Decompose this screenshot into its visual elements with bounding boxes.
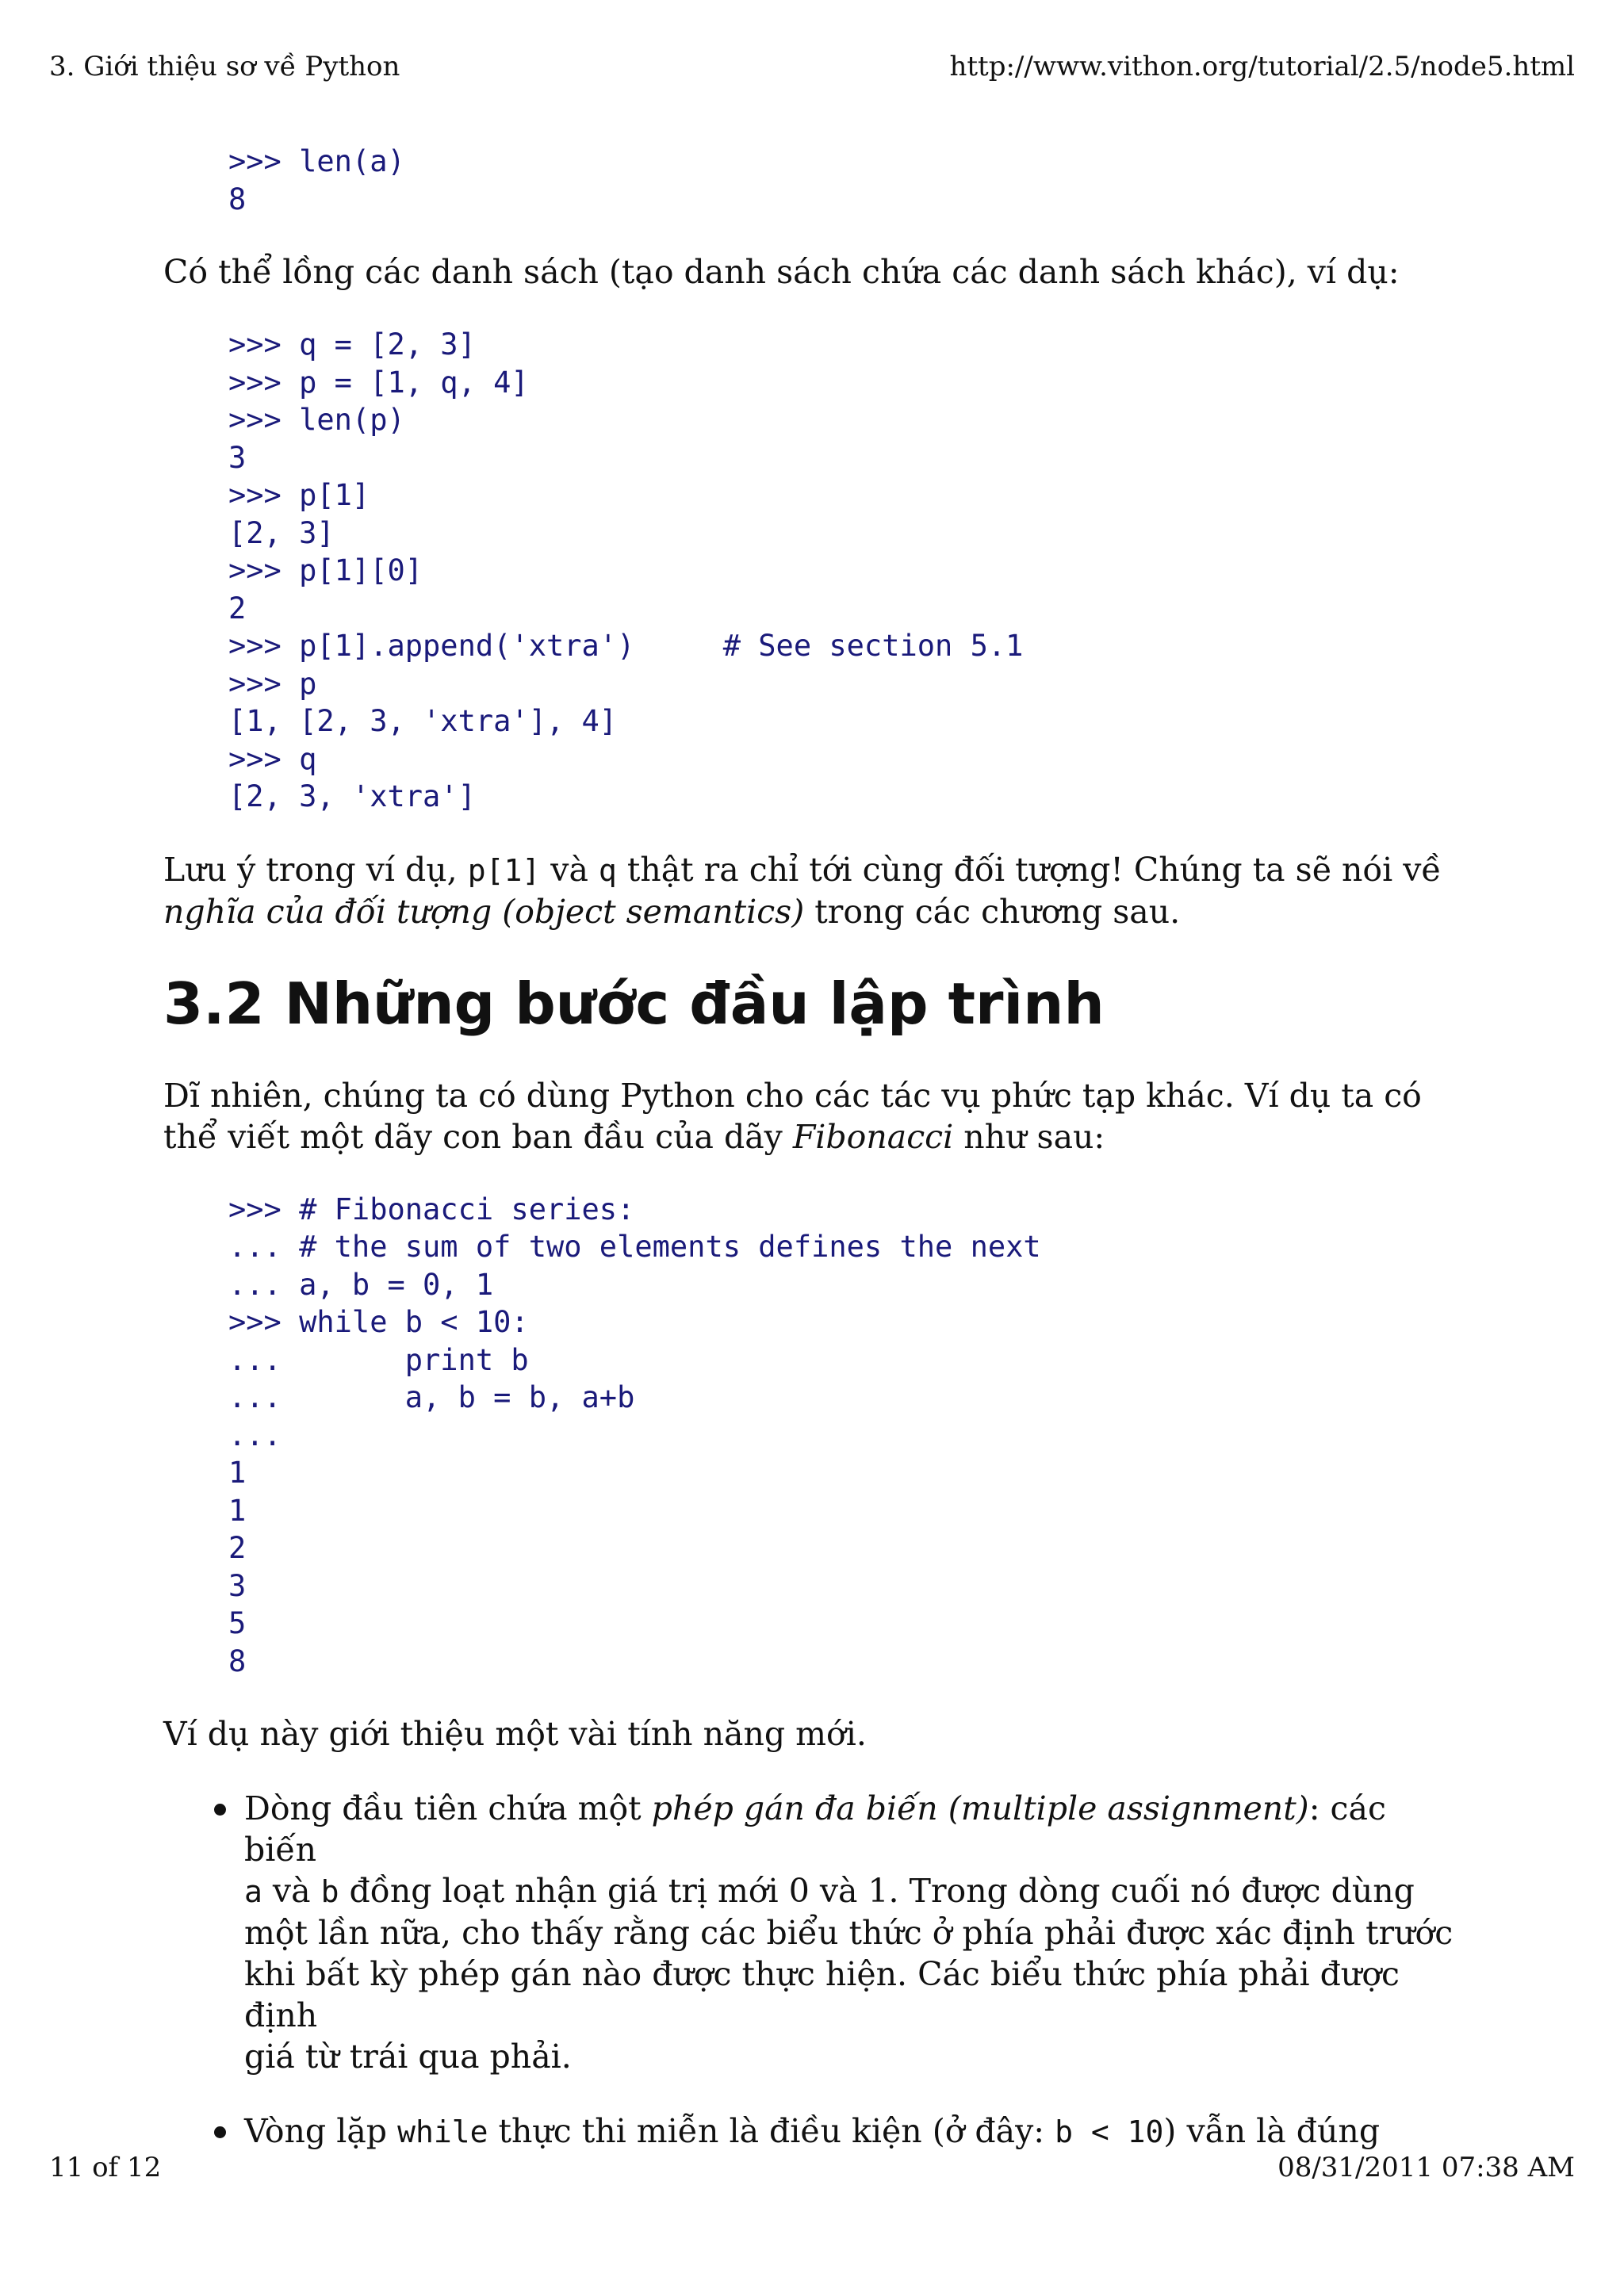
text-run: : các biến (244, 1789, 1386, 1869)
text-run: Vòng lặp (244, 2112, 398, 2150)
list-item-multiple-assignment (163, 1788, 1464, 2077)
paragraph-object-note (163, 849, 1464, 932)
section-heading: 3.2 Những bước đầu lập trình (163, 970, 1105, 1037)
list-item-while-loop (163, 2110, 1464, 2152)
bullet-icon (214, 1804, 226, 1816)
text-run: Dĩ nhiên, chúng ta có dùng Python cho các tác vụ phức tạp khác. Ví dụ ta có (163, 1076, 1422, 1115)
inline-code-while: while (397, 2114, 488, 2149)
text-run: và (262, 1872, 321, 1910)
text-run: thật ra chỉ tới cùng đối tượng! Chúng ta sẽ nói về (616, 850, 1442, 889)
text-run: ) vẫn là đúng (1163, 2112, 1381, 2150)
bullet-icon (214, 2126, 226, 2138)
text-run: khi bất kỳ phép gán nào được thực hiện. Các biểu thức phía phải được định (244, 1955, 1400, 2034)
text-run: như sau: (953, 1117, 1105, 1156)
inline-code-q: q (598, 852, 617, 888)
paragraph-fibonacci-intro (163, 1075, 1464, 1158)
text-run: Lưu ý trong ví dụ, (163, 850, 468, 889)
print-header-title: 3. Giới thiệu sơ về Python (49, 51, 400, 82)
paragraph-nested-lists: Có thể lồng các danh sách (tạo danh sách chứa các danh sách khác), ví dụ: (163, 253, 1400, 291)
code-block-len: >>> len(a) 8 (228, 144, 405, 216)
inline-code-p1: p[1] (467, 852, 541, 888)
print-header-url: http://www.vithon.org/tutorial/2.5/node5.html (949, 51, 1575, 82)
page-content (163, 143, 1464, 2152)
code-block-nested-lists: >>> q = [2, 3] >>> p = [1, q, 4] >>> len(p) 3 >>> p[1] [2, 3] >>> p[1][0] 2 >>> p[1].append('xtra') # See section 5.1 >>> p [1, [2, 3, 'xtra'], 4] >>> q [2, 3, 'xtra'] (228, 327, 1024, 813)
text-run: thực thi miễn là điều kiện (ở đây: (488, 2112, 1055, 2150)
print-footer-page-count: 11 of 12 (49, 2152, 162, 2183)
text-run: giá từ trái qua phải. (244, 2038, 572, 2076)
list-item-text (244, 2110, 1464, 2152)
print-footer-timestamp: 08/31/2011 07:38 AM (1277, 2152, 1575, 2183)
emphasis-object-semantics: nghĩa của đối tượng (object semantics) (163, 892, 805, 931)
text-run: trong các chương sau. (804, 892, 1181, 931)
code-block-fibonacci: >>> # Fibonacci series: ... # the sum of two elements defines the next ... a, b = 0, 1 >>> while b < 10: ... print b ... a, b = b, a+b ... 1 1 2 3 5 8 (228, 1192, 1041, 1678)
text-run: một lần nữa, cho thấy rằng các biểu thức ở phía phải được xác định trước (244, 1914, 1454, 1952)
inline-code-condition: b < 10 (1055, 2114, 1164, 2149)
text-run: đồng loạt nhận giá trị mới 0 và 1. Trong dòng cuối nó được dùng (339, 1872, 1415, 1910)
feature-list (163, 1788, 1464, 2152)
text-run: và (540, 850, 599, 889)
inline-code-a: a (244, 1874, 262, 1909)
text-run: thể viết một dãy con ban đầu của dãy (163, 1117, 793, 1156)
inline-code-b: b (320, 1874, 339, 1909)
list-item-text (244, 1788, 1464, 2077)
emphasis-multiple-assignment: phép gán đa biến (multiple assignment) (651, 1789, 1309, 1827)
emphasis-fibonacci: Fibonacci (792, 1117, 954, 1156)
text-run: Dòng đầu tiên chứa một (244, 1789, 652, 1827)
paragraph-new-features: Ví dụ này giới thiệu một vài tính năng mới. (163, 1715, 867, 1753)
